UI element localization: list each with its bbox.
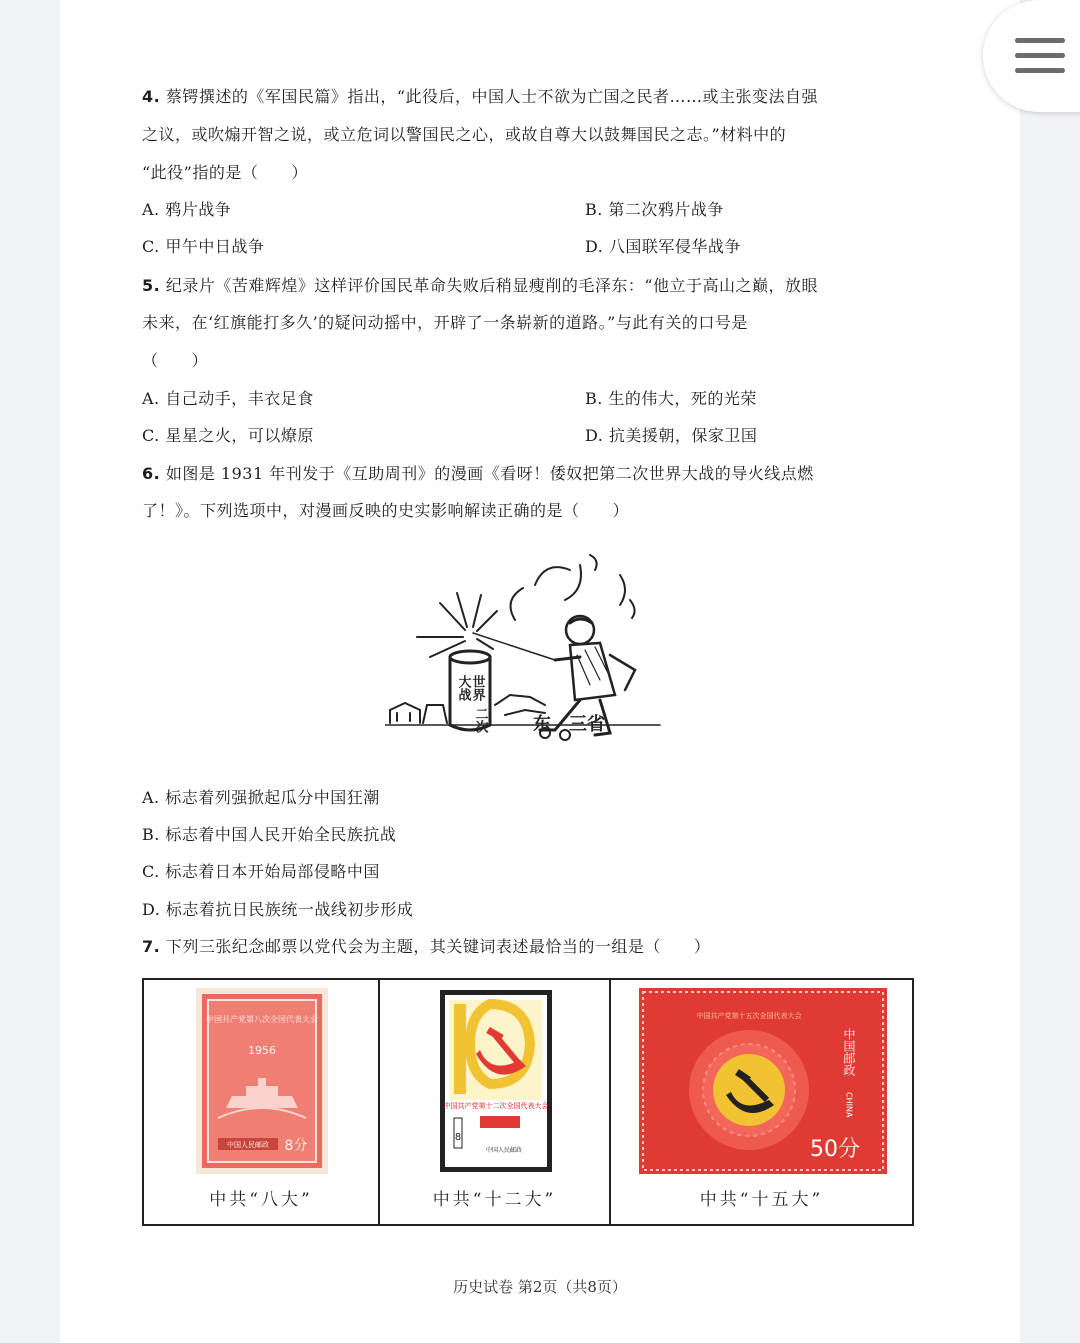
- svg-text:8: 8: [454, 1132, 462, 1143]
- q7-line-1: 7. 下列三张纪念邮票以党代会为主题，其关键词表述最恰当的一组是（ ）: [142, 937, 711, 956]
- ground-text-northeast: 东 三省: [533, 714, 605, 735]
- q5-number: 5.: [142, 276, 161, 295]
- q4-number: 4.: [142, 87, 161, 106]
- q6-number: 6.: [142, 464, 161, 483]
- q4-option-c[interactable]: C. 甲午中日战争: [142, 237, 265, 256]
- stamp-15th-caption: 中共“十五大”: [699, 1190, 824, 1210]
- q4-option-b[interactable]: B. 第二次鸦片战争: [585, 200, 724, 219]
- cartoon-illustration: [385, 545, 665, 745]
- stamp-15th-congress: [639, 988, 887, 1174]
- q5-option-c[interactable]: C. 星星之火，可以燎原: [142, 426, 314, 445]
- svg-text:中国人民邮政: 中国人民邮政: [227, 1141, 269, 1149]
- svg-text:中国人民邮政: 中国人民邮政: [485, 1147, 523, 1154]
- stamp-table: [142, 978, 914, 1226]
- bomb-text-world: 世界: [469, 675, 485, 701]
- stamp-cell-8th: [144, 980, 380, 1224]
- q5-option-d[interactable]: D. 抗美援朝，保家卫国: [585, 426, 758, 445]
- svg-text:8分: 8分: [284, 1138, 308, 1154]
- hamburger-icon-bar-2: [1015, 53, 1065, 58]
- q5-option-b[interactable]: B. 生的伟大，死的光荣: [585, 389, 757, 408]
- q6-line-1: 6. 如图是 1931 年刊发于《互助周刊》的漫画《看呀！倭奴把第二次世界大战的导火线点燃: [142, 464, 814, 483]
- stamp-12th-congress: [440, 990, 552, 1172]
- q6-option-c[interactable]: C. 标志着日本开始局部侵略中国: [142, 862, 380, 881]
- stamp-12th-caption: 中共“十二大”: [432, 1190, 557, 1210]
- stamp-15th-issuer: 中国邮政: [842, 1028, 856, 1076]
- q5-line-1: 5. 纪录片《苦难辉煌》这样评价国民革命失败后稍显瘦削的毛泽东：“他立于高山之巅，放眼: [142, 276, 818, 295]
- q6-option-d[interactable]: D. 标志着抗日民族统一战线初步形成: [142, 900, 414, 919]
- stamp-8th-congress: [196, 988, 328, 1174]
- q6-option-a[interactable]: A. 标志着列强掀起瓜分中国狂潮: [142, 788, 380, 807]
- stamp-cell-12th: [380, 980, 611, 1224]
- stamp-15th-value: 50分: [810, 1137, 860, 1162]
- q4-option-a[interactable]: A. 鸦片战争: [142, 200, 232, 219]
- svg-text:中国共产党第十五次全国代表大会: 中国共产党第十五次全国代表大会: [696, 1012, 802, 1020]
- q4-line-1: 4. 蔡锷撰述的《军国民篇》指出，“此役后，中国人士不欲为亡国之民者……或主张变法自强: [142, 87, 818, 106]
- bomb-text-second: 二次: [472, 707, 488, 733]
- svg-text:中国共产党第八次全国代表大会: 中国共产党第八次全国代表大会: [206, 1015, 318, 1024]
- q6-line-2: 了！》。下列选项中，对漫画反映的史实影响解读正确的是（ ）: [142, 501, 630, 520]
- stamp-8th-year: 1956: [248, 1044, 276, 1057]
- stamp-8th-caption: 中共“八大”: [209, 1190, 313, 1210]
- q5-line-3: （ ）: [142, 351, 209, 370]
- stamp-cell-15th: [611, 980, 912, 1224]
- q4-line-3: “此役”指的是（ ）: [142, 163, 308, 182]
- stamp-15th-country: CHINA: [844, 1092, 854, 1118]
- q6-option-b[interactable]: B. 标志着中国人民开始全民族抗战: [142, 825, 397, 844]
- q4-line-2: 之议，或吹煽开智之说，或立危词以警国民之心，或故自尊大以鼓舞国民之志。”材料中的: [142, 125, 787, 144]
- svg-text:中国共产党第十二次全国代表大会: 中国共产党第十二次全国代表大会: [443, 1102, 549, 1110]
- q5-option-a[interactable]: A. 自己动手，丰衣足食: [142, 389, 314, 408]
- bomb-text-war: 大战: [455, 675, 471, 701]
- hamburger-icon: [1015, 38, 1065, 43]
- page-footer: 历史试卷 第2页（共8页）: [453, 1278, 627, 1296]
- q7-number: 7.: [142, 937, 161, 956]
- hamburger-icon-bar-3: [1015, 68, 1065, 73]
- q5-line-2: 未来，在‘红旗能打多久’的疑问动摇中，开辟了一条崭新的道路。”与此有关的口号是: [142, 313, 748, 332]
- q4-option-d[interactable]: D. 八国联军侵华战争: [585, 237, 741, 256]
